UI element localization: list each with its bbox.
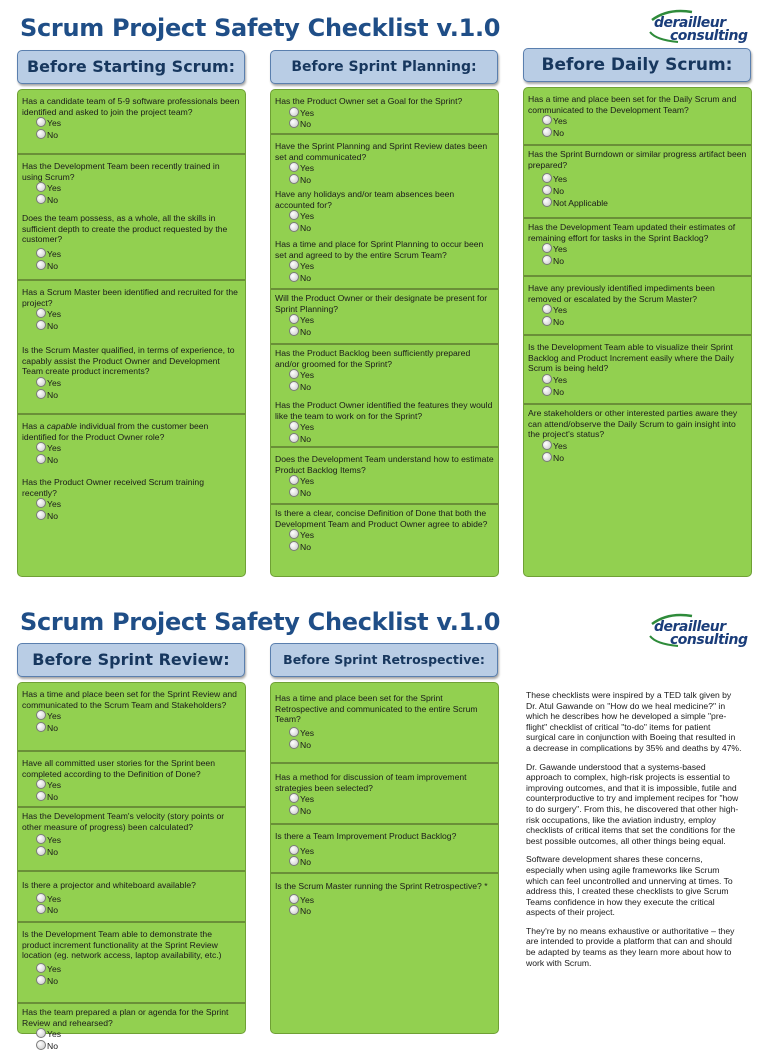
radio-icon[interactable] [289, 326, 299, 336]
option-label: No [300, 174, 311, 185]
radio-icon[interactable] [289, 369, 299, 379]
column-before-sprint-retrospective [270, 643, 498, 677]
radio-icon[interactable] [542, 173, 552, 183]
option-label: No [300, 381, 311, 392]
option-label: Yes [47, 1029, 62, 1040]
checklist-item [271, 683, 498, 764]
radio-icon[interactable] [36, 320, 46, 330]
option-label: Yes [300, 107, 315, 118]
question-text: Has a time and place for Sprint Planning to occur been set and agreed to by the entire Scrum Team? [275, 239, 484, 260]
option-label: No [47, 905, 58, 916]
option-label: Yes [553, 305, 568, 316]
option-label: No [300, 541, 311, 552]
question-text-emphasis: capable [46, 421, 77, 431]
option-yes[interactable] [22, 442, 241, 454]
option-label: Yes [47, 835, 62, 846]
checklist-item [271, 505, 498, 555]
question-text: Have the Sprint Planning and Sprint Review dates been set and communicated? [275, 141, 488, 162]
radio-icon[interactable] [542, 386, 552, 396]
option-yes[interactable] [22, 248, 241, 260]
option-label: Yes [47, 443, 62, 454]
option-label: Yes [553, 174, 568, 185]
radio-icon[interactable] [542, 316, 552, 326]
radio-icon[interactable] [289, 805, 299, 815]
radio-icon[interactable] [289, 727, 299, 737]
checklist-item [524, 88, 751, 146]
radio-icon[interactable] [289, 162, 299, 172]
radio-icon[interactable] [36, 791, 46, 801]
question-text: Has the Development Team been recently trained in using Scrum? [22, 161, 220, 182]
option-label: Yes [47, 711, 62, 722]
radio-icon[interactable] [289, 894, 299, 904]
column-header: Before Sprint Review: [17, 643, 245, 677]
radio-icon[interactable] [36, 129, 46, 139]
option-yes[interactable] [22, 182, 241, 194]
radio-icon[interactable] [36, 248, 46, 258]
checklist-item [271, 236, 498, 290]
radio-icon[interactable] [289, 381, 299, 391]
option-label: Yes [47, 248, 62, 259]
option-label: Yes [553, 116, 568, 127]
option-no[interactable] [275, 381, 494, 393]
option-label: No [300, 487, 311, 498]
question-text: Has the Sprint Burndown or similar progress artifact been prepared? [528, 149, 747, 170]
info-paragraph: They're by no means exhaustive or authoritative – they are intended to provide a platform that can and should be adapted by teams as they learn more about how to work with Scrum. [526, 925, 735, 968]
radio-icon[interactable] [36, 779, 46, 789]
question-text: Has the team prepared a plan or agenda for the Sprint Review and rehearsed? [22, 1007, 229, 1028]
option-label: Yes [47, 780, 62, 791]
question-text: Has the Product Owner set a Goal for the Sprint? [275, 96, 463, 106]
option-no[interactable] [22, 260, 241, 272]
option-no[interactable] [22, 791, 241, 803]
option-label: Yes [300, 894, 315, 905]
radio-icon[interactable] [36, 710, 46, 720]
radio-icon[interactable] [36, 389, 46, 399]
option-yes[interactable] [275, 421, 494, 433]
option-yes[interactable] [275, 260, 494, 272]
radio-icon[interactable] [289, 174, 299, 184]
option-no[interactable] [22, 904, 241, 916]
checklist-item [524, 146, 751, 219]
option-no[interactable] [528, 316, 747, 328]
info-text [526, 690, 742, 976]
question-text: Has the Development Team updated their estimates of remaining effort for tasks in the Sprint Backlog? [528, 222, 736, 243]
option-yes[interactable] [528, 440, 747, 452]
radio-icon[interactable] [36, 454, 46, 464]
radio-icon[interactable] [289, 856, 299, 866]
question-text: Is there a Team Improvement Product Backlog? [275, 831, 457, 841]
checklist-panel [17, 682, 246, 1051]
radio-icon[interactable] [36, 975, 46, 985]
checklist-item [18, 683, 245, 752]
checklist-item [271, 448, 498, 505]
option-label: Yes [553, 440, 568, 451]
question-text: Has the Product Owner identified the features they would like the team to work on for the Sprint? [275, 400, 493, 421]
logo-line-1: derailleur [654, 619, 726, 635]
checklist-item [18, 281, 245, 342]
option-label: No [553, 316, 564, 327]
option-yes[interactable] [528, 304, 747, 316]
radio-icon[interactable] [289, 905, 299, 915]
radio-icon[interactable] [36, 1028, 46, 1038]
radio-icon[interactable] [289, 260, 299, 270]
option-yes[interactable] [275, 529, 494, 541]
option-label: Yes [300, 315, 315, 326]
option-yes[interactable] [22, 308, 241, 320]
radio-icon[interactable] [36, 442, 46, 452]
checklist-item [524, 219, 751, 277]
radio-icon[interactable] [289, 314, 299, 324]
company-logo [648, 6, 758, 46]
option-label: Yes [47, 499, 62, 510]
option-no[interactable] [22, 722, 241, 734]
option-no[interactable] [22, 1040, 241, 1052]
radio-icon[interactable] [36, 498, 46, 508]
question-text: Does the team possess, as a whole, all the skills in sufficient depth to create the product requested by the customer? [22, 213, 228, 245]
checklist-item [271, 135, 498, 186]
option-yes[interactable] [528, 243, 747, 255]
radio-icon[interactable] [36, 308, 46, 318]
option-yes[interactable] [22, 963, 241, 975]
option-label: No [47, 722, 58, 733]
option-label: No [553, 452, 564, 463]
option-yes[interactable] [275, 369, 494, 381]
question-text-part: individual from the customer been identified for the Product Owner role? [22, 421, 209, 442]
radio-icon[interactable] [36, 722, 46, 732]
column-before-starting-scrum [17, 50, 245, 84]
column-before-sprint-review [17, 643, 245, 677]
column-header: Before Daily Scrum: [523, 48, 751, 82]
option-no[interactable] [22, 975, 241, 987]
page-title: Scrum Project Safety Checklist v.1.0 [20, 608, 501, 636]
checklist-item [524, 336, 751, 405]
option-no[interactable] [528, 386, 747, 398]
question-text: Does the Development Team understand how to estimate Product Backlog Items? [275, 454, 494, 475]
question-text: Will the Product Owner or their designate be present for Sprint Planning? [275, 293, 488, 314]
option-yes[interactable] [22, 1028, 241, 1040]
checklist-item [18, 808, 245, 872]
option-yes[interactable] [22, 893, 241, 905]
info-paragraph: These checklists were inspired by a TED talk given by Dr. Atul Gawande on "How do we heal medicine?" in which he describes how he developed a simple "pre-flight" checklist of critical "to-do" items for patient surgical care in conjunction with Boeing that resulted in a decrease in complications by 35% and deaths by 47%. [526, 690, 742, 753]
option-label: No [47, 510, 58, 521]
option-label: Yes [553, 374, 568, 385]
option-yes[interactable] [22, 117, 241, 129]
checklist-item [271, 764, 498, 825]
option-label: No [300, 326, 311, 337]
option-yes[interactable] [22, 779, 241, 791]
option-label: Yes [47, 893, 62, 904]
option-yes[interactable] [275, 894, 494, 906]
checklist-item [18, 210, 245, 281]
checklist-item [271, 345, 498, 397]
option-label: Yes [300, 530, 315, 541]
option-label: No [300, 805, 311, 816]
checklist-item [18, 923, 245, 1004]
option-yes[interactable] [22, 834, 241, 846]
option-label: No [300, 906, 311, 917]
option-label: No [553, 255, 564, 266]
option-no[interactable] [22, 454, 241, 466]
radio-icon[interactable] [289, 845, 299, 855]
info-paragraph: Dr. Gawande understood that a systems-based approach to complex, high-risk projects is essential to improving outcomes, and that it is impossible, futile and counterproductive to try and implement recipes for "how to do surgery". From this, he discovered that other high-risk occupations, like the aviation industry, employ checklists of critical items that set the conditions for the best possible outcomes, all other things being equal. [526, 761, 739, 846]
question-text: Has a Scrum Master been identified and recruited for the project? [22, 287, 238, 308]
radio-icon[interactable] [36, 182, 46, 192]
checklist-item [18, 872, 245, 923]
radio-icon[interactable] [542, 115, 552, 125]
radio-icon[interactable] [289, 541, 299, 551]
option-no[interactable] [275, 856, 494, 868]
option-label: Yes [47, 309, 62, 320]
option-yes[interactable] [275, 314, 494, 326]
checklist-panel [523, 87, 752, 577]
question-text: Has a candidate team of 5-9 software professionals been identified and asked to join the project team? [22, 96, 240, 117]
question-text: Have any holidays and/or team absences been accounted for? [275, 189, 455, 210]
option-label: No [300, 272, 311, 283]
radio-icon[interactable] [289, 475, 299, 485]
option-yes[interactable] [22, 710, 241, 722]
option-no[interactable] [22, 194, 241, 206]
question-text: Is the Development Team able to demonstrate the product increment functionality at the Sprint Review location (eg. network access, laptop availability, etc.) [22, 929, 222, 961]
option-no[interactable] [22, 846, 241, 858]
question-text: Are stakeholders or other interested parties aware they can attend/observe the Daily Scrum to gain insight into the project's status? [528, 408, 738, 440]
checklist-panel [270, 682, 499, 1034]
option-label: No [300, 433, 311, 444]
option-no[interactable] [528, 127, 747, 139]
info-paragraph: Software development shares these concerns, especially when using agile frameworks like Scrum which can feel uncontrolled and unnerving at times. To address this, I created these checklists to give Scrum Teams confidence in how they execute the critical aspects of their project. [526, 854, 733, 918]
option-label: No [47, 389, 58, 400]
question-text-part: Has a [22, 421, 47, 431]
radio-icon[interactable] [542, 197, 552, 207]
radio-icon[interactable] [36, 260, 46, 270]
column-header: Before Starting Scrum: [17, 50, 245, 84]
radio-icon[interactable] [542, 243, 552, 253]
option-no[interactable] [528, 452, 747, 464]
option-no[interactable] [275, 487, 494, 499]
option-label: No [47, 320, 58, 331]
option-no[interactable] [22, 320, 241, 332]
radio-icon[interactable] [36, 893, 46, 903]
checklist-item [18, 752, 245, 808]
radio-icon[interactable] [289, 487, 299, 497]
option-yes[interactable] [22, 498, 241, 510]
option-label: No [47, 1040, 58, 1051]
radio-icon[interactable] [36, 963, 46, 973]
checklist-item [524, 277, 751, 336]
radio-icon[interactable] [36, 1040, 46, 1050]
radio-icon[interactable] [289, 739, 299, 749]
option-label: No [47, 260, 58, 271]
question-text: Has a time and place been set for the Sprint Retrospective and communicated to the entire Scrum Team? [275, 693, 478, 725]
option-no[interactable] [275, 905, 494, 917]
column-header: Before Sprint Planning: [270, 50, 498, 84]
radio-icon[interactable] [289, 529, 299, 539]
option-label: Yes [47, 183, 62, 194]
radio-icon[interactable] [542, 374, 552, 384]
option-label: Yes [300, 370, 315, 381]
question-text: Is the Scrum Master qualified, in terms of experience, to capably assist the Product Owner and Development Team create product increments? [22, 345, 235, 377]
option-label: No [300, 857, 311, 868]
radio-icon[interactable] [36, 834, 46, 844]
question-text: Has a method for discussion of team improvement strategies been selected? [275, 772, 467, 793]
option-label: No [300, 119, 311, 130]
option-label: Yes [300, 163, 315, 174]
option-label: Yes [300, 794, 315, 805]
logo-line-2: consulting [670, 632, 748, 648]
checklist-item [271, 825, 498, 874]
radio-icon[interactable] [289, 433, 299, 443]
checklist-item [18, 474, 245, 524]
question-text: Is there a clear, concise Definition of Done that both the Development Team and Product Owner agree to abide? [275, 508, 488, 529]
radio-icon[interactable] [542, 452, 552, 462]
radio-icon[interactable] [542, 440, 552, 450]
option-label: No [47, 846, 58, 857]
option-label: Yes [300, 845, 315, 856]
question-text: Has the Product Backlog been sufficiently prepared and/or groomed for the Sprint? [275, 348, 471, 369]
option-label: Yes [47, 963, 62, 974]
option-no[interactable] [275, 272, 494, 284]
checklist-item [271, 290, 498, 345]
question-text: Is the Development Team able to visualize their Sprint Backlog and Product Increment easily where the Daily Scrum is being held? [528, 342, 734, 374]
option-yes[interactable] [275, 475, 494, 487]
option-label: Yes [47, 377, 62, 388]
column-before-sprint-planning [270, 50, 498, 84]
column-before-daily-scrum [523, 48, 751, 82]
option-label: No [553, 386, 564, 397]
radio-icon[interactable] [542, 185, 552, 195]
option-label: No [47, 194, 58, 205]
checklist-item [271, 397, 498, 448]
radio-icon[interactable] [36, 117, 46, 127]
radio-icon[interactable] [542, 127, 552, 137]
page-title: Scrum Project Safety Checklist v.1.0 [20, 14, 501, 42]
option-no[interactable] [528, 185, 747, 197]
radio-icon[interactable] [289, 210, 299, 220]
radio-icon[interactable] [36, 904, 46, 914]
option-yes[interactable] [528, 374, 747, 386]
radio-icon[interactable] [36, 846, 46, 856]
option-yes[interactable] [275, 162, 494, 174]
radio-icon[interactable] [36, 377, 46, 387]
checklist-item [271, 186, 498, 236]
checklist-item [18, 155, 245, 210]
question-text: Has the Development Team's velocity (story points or other measure of progress) been calculated? [22, 811, 225, 832]
option-label: Yes [300, 261, 315, 272]
option-no[interactable] [275, 222, 494, 234]
checklist-item [18, 90, 245, 155]
checklist-item [18, 342, 245, 415]
option-label: Yes [300, 727, 315, 738]
option-no[interactable] [275, 118, 494, 130]
option-label: Not Applicable [553, 197, 608, 208]
option-label: No [553, 127, 564, 138]
radio-icon[interactable] [289, 107, 299, 117]
option-label: No [47, 975, 58, 986]
question-text: Have all committed user stories for the Sprint been completed according to the Definition of Done? [22, 758, 215, 779]
question-text: Has a time and place been set for the Sprint Review and communicated to the Scrum Team and Stakeholders? [22, 689, 237, 710]
option-no[interactable] [275, 433, 494, 445]
checklist-item [271, 90, 498, 135]
checklist-item [18, 415, 245, 474]
option-label: No [47, 129, 58, 140]
company-logo [648, 610, 758, 650]
option-label: No [47, 454, 58, 465]
option-yes[interactable] [275, 793, 494, 805]
option-no[interactable] [22, 129, 241, 141]
option-no[interactable] [275, 174, 494, 186]
checklist-item [271, 874, 498, 919]
question-text [22, 418, 241, 442]
radio-icon[interactable] [289, 118, 299, 128]
radio-icon[interactable] [289, 272, 299, 282]
logo-line-2: consulting [670, 28, 748, 44]
option-label: Yes [300, 476, 315, 487]
option-no[interactable] [275, 739, 494, 751]
option-no[interactable] [22, 389, 241, 401]
option-label: No [300, 739, 311, 750]
option-label: No [47, 791, 58, 802]
option-no[interactable] [22, 510, 241, 522]
option-label: No [553, 185, 564, 196]
option-label: Yes [47, 118, 62, 129]
option-yes[interactable] [275, 727, 494, 739]
checklist-item [18, 1004, 245, 1054]
question-text: Is the Scrum Master running the Sprint Retrospective? * [275, 881, 488, 891]
option-label: No [300, 222, 311, 233]
option-no[interactable] [275, 541, 494, 553]
option-not-applicable[interactable] [528, 197, 747, 209]
radio-icon[interactable] [542, 255, 552, 265]
option-yes[interactable] [275, 845, 494, 857]
option-yes[interactable] [275, 210, 494, 222]
radio-icon[interactable] [289, 793, 299, 803]
option-label: Yes [300, 422, 315, 433]
option-yes[interactable] [275, 107, 494, 119]
option-no[interactable] [528, 255, 747, 267]
checklist-item [524, 405, 751, 465]
checklist-panel [270, 89, 499, 577]
option-yes[interactable] [528, 115, 747, 127]
option-label: Yes [553, 244, 568, 255]
option-yes[interactable] [528, 173, 747, 185]
option-yes[interactable] [22, 377, 241, 389]
radio-icon[interactable] [36, 194, 46, 204]
radio-icon[interactable] [289, 222, 299, 232]
option-no[interactable] [275, 805, 494, 817]
radio-icon[interactable] [36, 510, 46, 520]
question-text: Has a time and place been set for the Daily Scrum and communicated to the Development Team? [528, 94, 737, 115]
column-header: Before Sprint Retrospective: [270, 643, 498, 677]
radio-icon[interactable] [542, 304, 552, 314]
logo-line-1: derailleur [654, 15, 726, 31]
radio-icon[interactable] [289, 421, 299, 431]
option-no[interactable] [275, 326, 494, 338]
question-text: Has the Product Owner received Scrum training recently? [22, 477, 204, 498]
question-text: Have any previously identified impediments been removed or escalated by the Scrum Master? [528, 283, 715, 304]
question-text: Is there a projector and whiteboard available? [22, 880, 196, 890]
option-label: Yes [300, 211, 315, 222]
checklist-panel [17, 89, 246, 577]
